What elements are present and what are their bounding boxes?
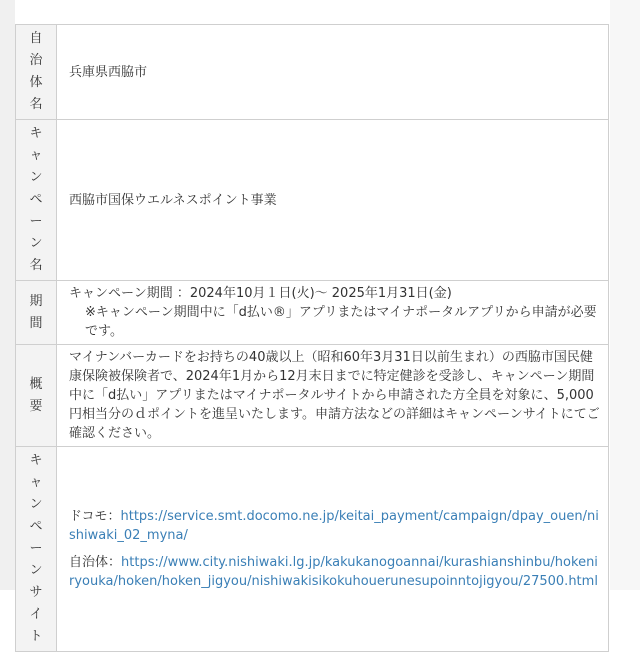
vertical-label-text [16,28,56,116]
docomo-campaign-link[interactable]: https://service.smt.docomo.ne.jp/keitai_payment/campaign/dpay_ouen/nishiwaki_02_myna/ [69,509,599,543]
overview-value: マイナンバーカードをお持ちの40歳以上（昭和60年3月31日以前生まれ）の西脇市国民健康保険被保険者で、2024年1月から12月末日までに特定健診を受診し、キャンペーン期間中に「d払い」アプリまたはマイナポータルサイトから申請された方全員を対象に、5,000円相当分のｄポイントを進呈いたします。申請方法などの詳細はキャンペーンサイトにてご確認ください。 [57,345,609,447]
label-char: キ [29,453,43,468]
label-char: 名 [29,258,43,273]
label-char: 自 [29,31,43,46]
campaign-site-value [57,447,609,652]
label-char: ペ [29,519,43,534]
label-char: ペ [29,192,43,207]
label-char: ン [29,170,43,185]
municipality-label [16,25,57,120]
label-char: イ [29,607,43,622]
label-char: ン [29,236,43,251]
row-campaign-site [16,447,609,652]
label-char: 間 [29,315,43,331]
vertical-label-text [16,374,56,418]
label-char: ト [29,629,43,644]
vertical-label-text [16,291,56,335]
vertical-label-text [16,450,56,648]
label-char: ン [29,497,43,512]
label-char: ー [29,214,43,229]
overview-label [16,345,57,447]
row-municipality [16,25,609,120]
label-char: ン [29,563,43,578]
label-char: 名 [29,97,43,112]
docomo-prefix: ドコモ： [69,509,121,524]
left-margin [0,0,15,590]
label-char: 治 [29,53,43,68]
vertical-label-text [16,123,56,277]
city-campaign-link[interactable]: https://www.city.nishiwaki.lg.jp/kakukanogoannai/kurashianshinbu/hokeniryouka/hoken/hoken_jigyou/nishiwakisikokuhouerunesupoinntojigyou/27500.html [69,555,598,589]
label-char: キ [29,126,43,141]
campaign-name-value: 西脇市国保ウエルネスポイント事業 [57,120,609,281]
city-prefix: 自治体： [69,555,122,570]
municipality-value: 兵庫県西脇市 [57,25,609,120]
label-char: 体 [29,75,43,90]
label-char: 期 [29,293,43,309]
label-char: ー [29,541,43,556]
period-note: ※キャンペーン期間中に「d払い®」アプリまたはマイナポータルアプリから申請が必要です。 [85,305,597,339]
period-value [57,281,609,345]
label-char: サ [29,585,43,600]
city-site [69,553,602,591]
docomo-site [69,507,602,545]
label-char: 概 [29,376,43,392]
row-overview [16,345,609,447]
label-char: 要 [29,398,43,414]
campaign-info-table [15,24,609,652]
campaign-name-label [16,120,57,281]
campaign-site-label [16,447,57,652]
row-campaign-name [16,120,609,281]
label-char: ャ [29,148,43,163]
period-dates: キャンペーン期間 ：2024年10月１日(火)～ 2025年1月31日(金) [69,286,452,301]
period-label [16,281,57,345]
label-char: ャ [29,475,43,490]
row-period [16,281,609,345]
right-margin [610,0,640,590]
